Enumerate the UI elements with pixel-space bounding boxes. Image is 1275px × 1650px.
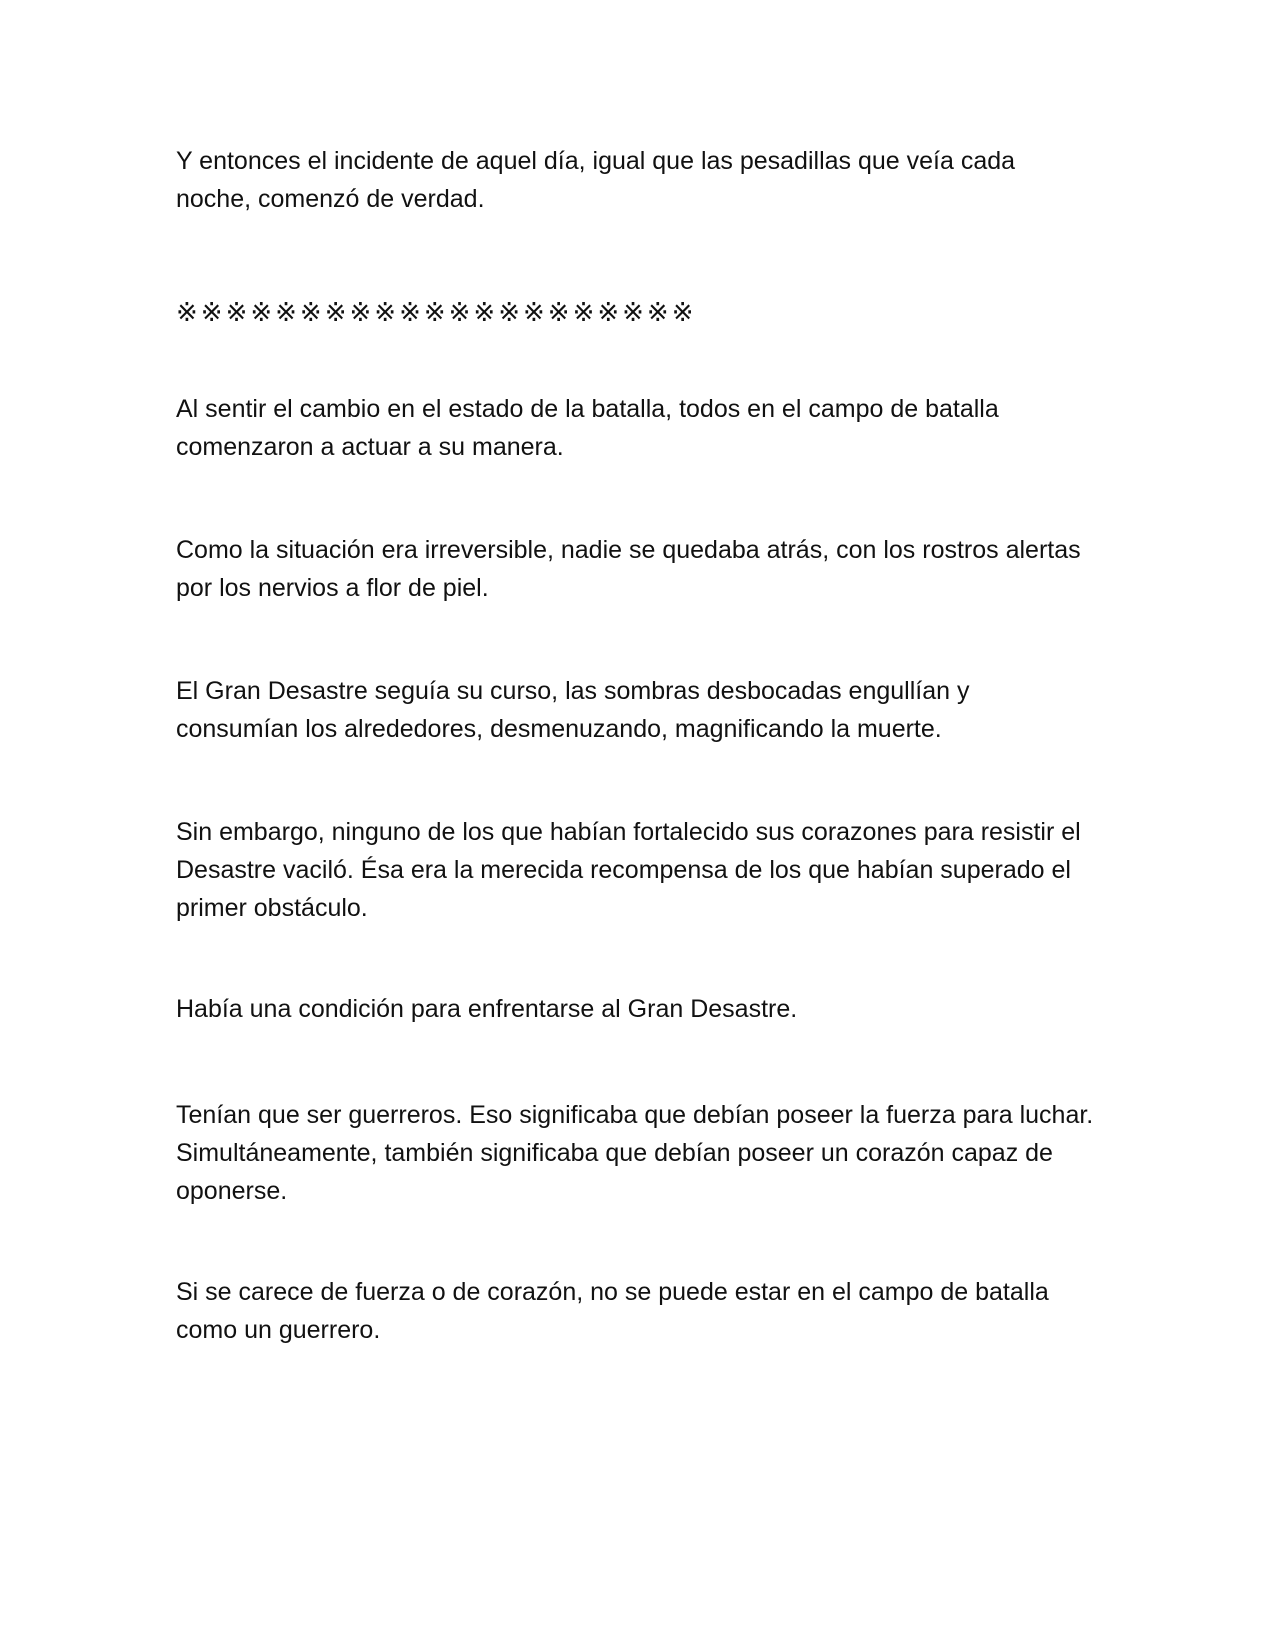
paragraph-4: El Gran Desastre seguía su curso, las sombras desbocadas engullían y consumían los alrededores, desmenuzando, magnificando la muerte. xyxy=(176,677,970,743)
paragraph-6: Había una condición para enfrentarse al Gran Desastre. xyxy=(176,995,798,1023)
section-separator: ※※※※※※※※※※※※※※※※※※※※※ xyxy=(176,298,697,328)
paragraph-8: Si se carece de fuerza o de corazón, no se puede estar en el campo de batalla como un guerrero. xyxy=(176,1278,1049,1344)
paragraph-7: Tenían que ser guerreros. Eso significaba que debían poseer la fuerza para luchar. Simultáneamente, también significaba que debían poseer un corazón capaz de oponerse. xyxy=(176,1101,1094,1205)
paragraph-2: Al sentir el cambio en el estado de la batalla, todos en el campo de batalla comenzaron a actuar a su manera. xyxy=(176,395,999,461)
paragraph-3: Como la situación era irreversible, nadie se quedaba atrás, con los rostros alertas por los nervios a flor de piel. xyxy=(176,536,1081,602)
paragraph-5: Sin embargo, ninguno de los que habían fortalecido sus corazones para resistir el Desastre vaciló. Ésa era la merecida recompensa de los que habían superado el primer obstáculo. xyxy=(176,818,1081,922)
paragraph-1: Y entonces el incidente de aquel día, igual que las pesadillas que veía cada noche, comenzó de verdad. xyxy=(176,147,1016,213)
